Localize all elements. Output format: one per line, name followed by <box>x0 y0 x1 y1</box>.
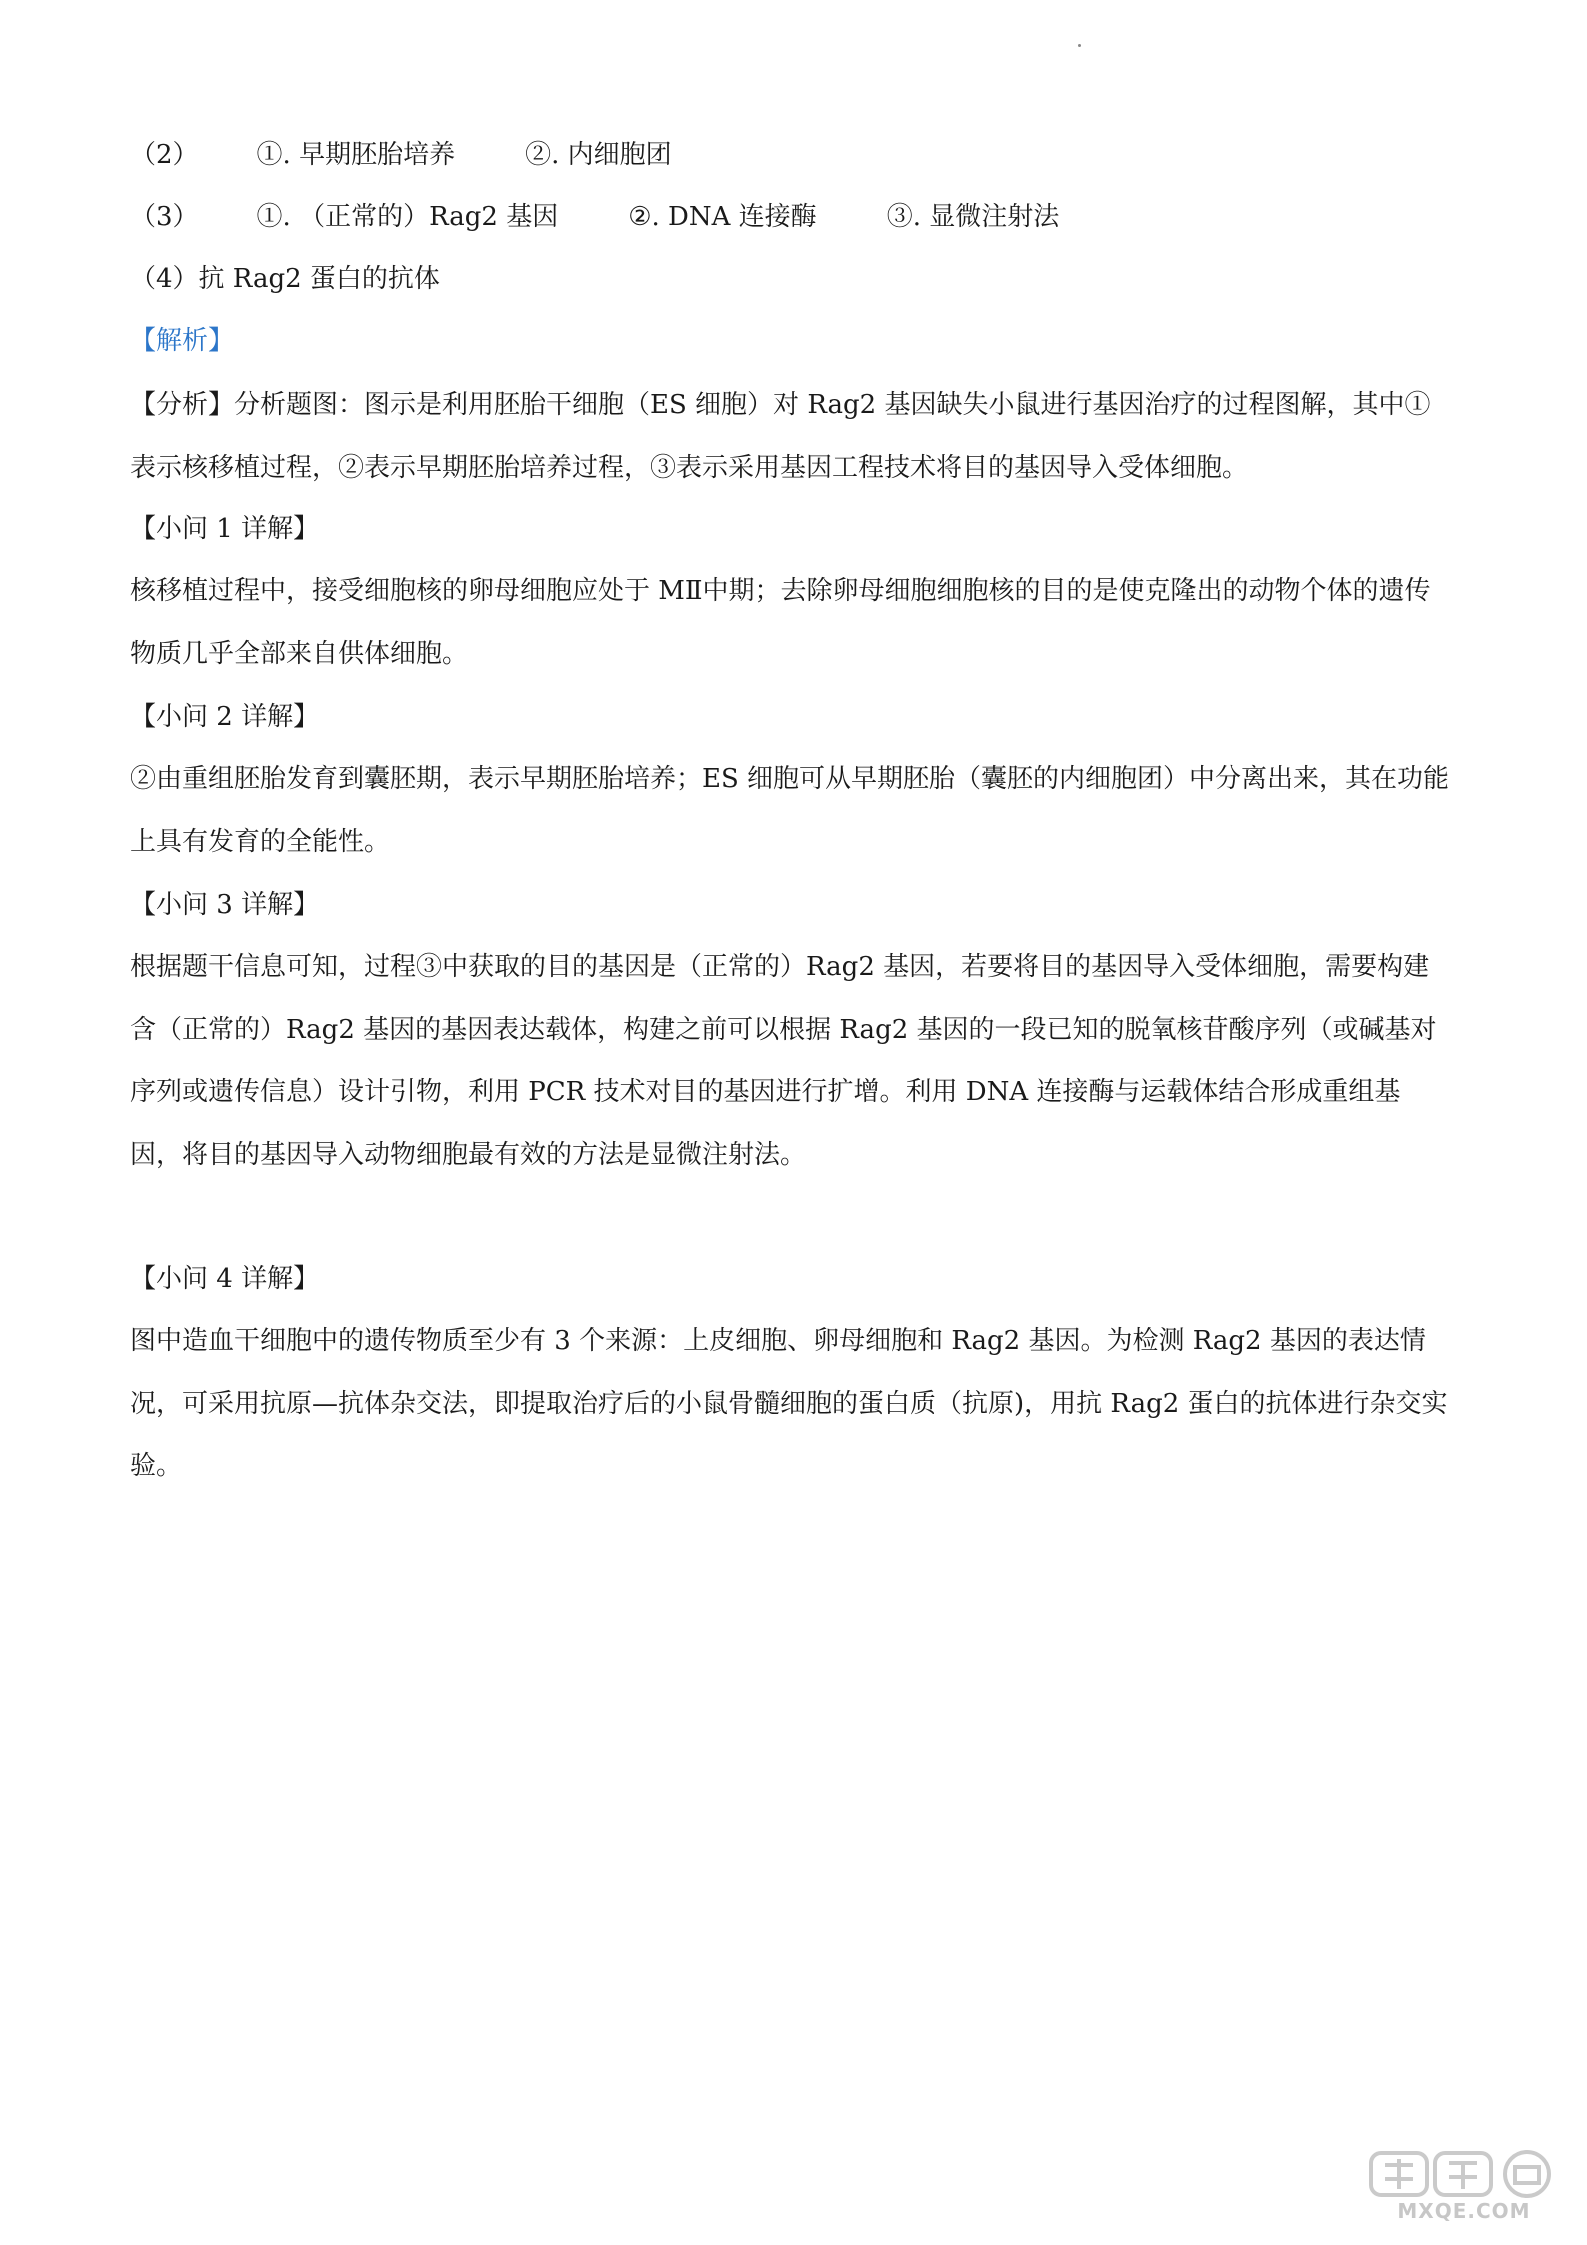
detail-3-heading-text: 【小问 3 详解】 <box>130 890 320 920</box>
watermark-logo-icon <box>1369 2149 1559 2199</box>
detail-4-heading <box>130 1262 1460 1296</box>
answer-q3-number: （3） <box>130 202 199 232</box>
answer-q4 <box>130 262 1460 296</box>
detail-1-paragraph: 核移植过程中，接受细胞核的卵母细胞应处于 MⅡ中期；去除卵母细胞细胞核的目的是使克隆出的动物个体的遗传物质几乎全部来自供体细胞。 <box>130 576 1431 669</box>
detail-1-heading-text: 【小问 1 详解】 <box>130 514 320 544</box>
analysis-paragraph: 【分析】分析题图：图示是利用胚胎干细胞（ES 细胞）对 Rag2 基因缺失小鼠进行基因治疗的过程图解，其中①表示核移植过程，②表示早期胚胎培养过程，③表示采用基因工程技术将目的基因导入受体细胞。 <box>130 390 1431 483</box>
answer-q2-number: （2） <box>130 140 199 170</box>
analysis-heading <box>130 324 1460 358</box>
answer-q2-part2: ②. 内细胞团 <box>525 140 672 170</box>
detail-4-paragraph: 图中造血干细胞中的遗传物质至少有 3 个来源：上皮细胞、卵母细胞和 Rag2 基因。为检测 Rag2 基因的表达情况，可采用抗原—抗体杂交法，即提取治疗后的小鼠骨髓细胞的蛋白质（抗原)，用抗 Rag2 蛋白的抗体进行杂交实验。 <box>130 1326 1448 1481</box>
detail-2-heading <box>130 700 1460 734</box>
answer-q3-part1: ①. （正常的）Rag2 基因 <box>256 202 559 232</box>
detail-4-heading-text: 【小问 4 详解】 <box>130 1264 320 1294</box>
analysis-heading-text: 【解析】 <box>130 326 235 356</box>
decorative-dot <box>1078 44 1081 47</box>
detail-2-paragraph: ②由重组胚胎发育到囊胚期，表示早期胚胎培养；ES 细胞可从早期胚胎（囊胚的内细胞团）中分离出来，其在功能上具有发育的全能性。 <box>130 764 1450 857</box>
watermark-site-text: MXQE.COM <box>1397 2199 1531 2223</box>
answer-q2 <box>130 138 1460 172</box>
detail-1-heading <box>130 512 1460 546</box>
detail-3-paragraph: 根据题干信息可知，过程③中获取的目的基因是（正常的）Rag2 基因，若要将目的基因导入受体细胞，需要构建含（正常的）Rag2 基因的基因表达载体，构建之前可以根据 Rag2 基因的一段已知的脱氧核苷酸序列（或碱基对序列或遗传信息）设计引物，利用 PCR 技术对目的基因进行扩增。利用 DNA 连接酶与运载体结合形成重组基因，将目的基因导入动物细胞最有效的方法是显微注射法。 <box>130 952 1437 1170</box>
detail-3-heading <box>130 888 1460 922</box>
detail-2-heading-text: 【小问 2 详解】 <box>130 702 320 732</box>
answer-q3-part3: ③. 显微注射法 <box>886 202 1060 232</box>
answer-q4-text: （4）抗 Rag2 蛋白的抗体 <box>130 264 440 294</box>
answer-q3 <box>130 200 1460 234</box>
watermark <box>1369 2149 1559 2225</box>
answer-q2-part1: ①. 早期胚胎培养 <box>256 140 456 170</box>
answer-q3-part2: ②. DNA 连接酶 <box>628 202 817 232</box>
